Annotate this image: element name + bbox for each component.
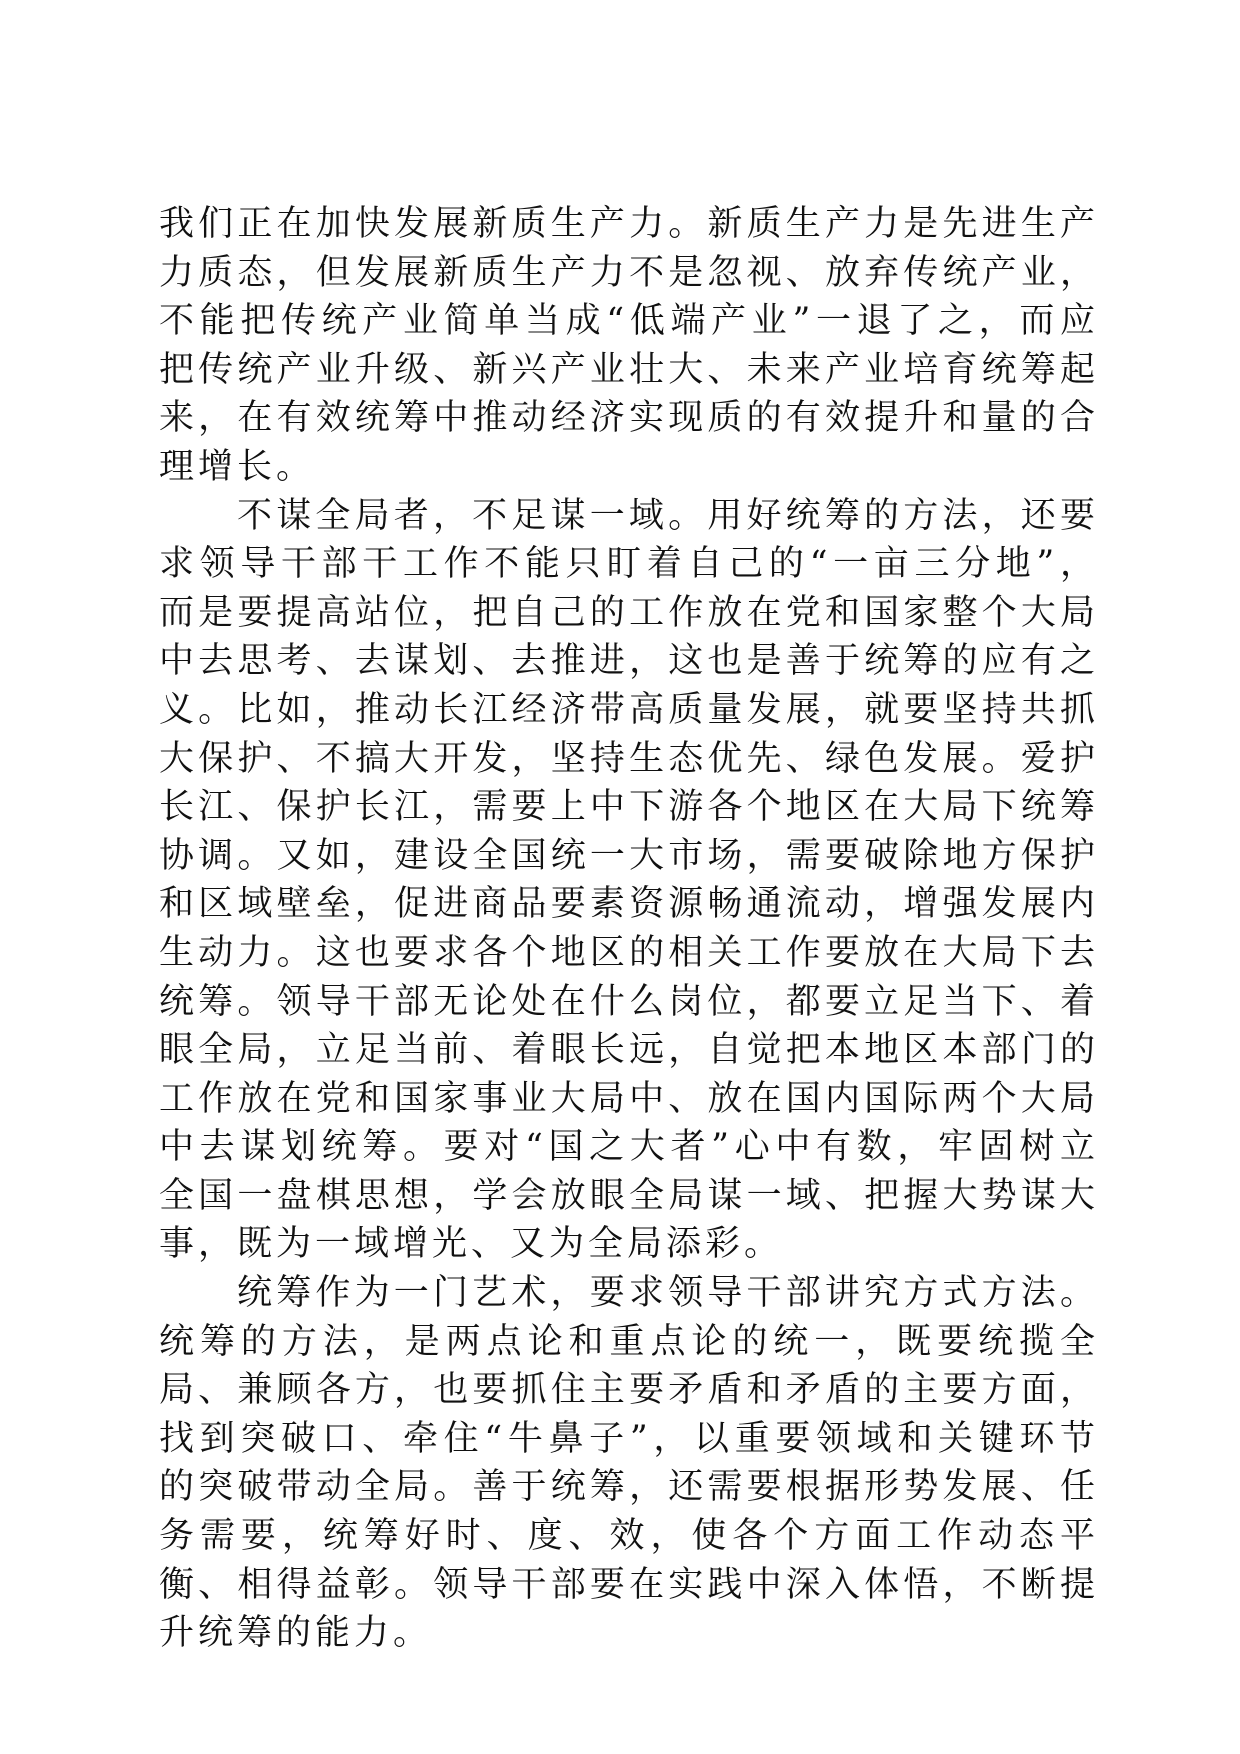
paragraph-3: 统筹作为一门艺术，要求领导干部讲究方式方法。统筹的方法，是两点论和重点论的统一，既要统揽全局、兼顾各方，也要抓住主要矛盾和矛盾的主要方面，找到突破口、牵住“牛鼻子”，以重要领域和关键环节的突破带动全局。善于统筹，还需要根据形势发展、任务需要，统筹好时、度、效，使各个方面工作动态平衡、相得益彰。领导干部要在实践中深入体悟，不断提升统筹的能力。 <box>159 1273 1099 1654</box>
paragraph-2: 不谋全局者，不足谋一域。用好统筹的方法，还要求领导干部干工作不能只盯着自己的“一亩三分地”，而是要提高站位，把自己的工作放在党和国家整个大局中去思考、去谋划、去推进，这也是善于统筹的应有之义。比如，推动长江经济带高质量发展，就要坚持共抓大保护、不搞大开发，坚持生态优先、绿色发展。爱护长江、保护长江，需要上中下游各个地区在大局下统筹协调。又如，建设全国统一大市场，需要破除地方保护和区域壁垒，促进商品要素资源畅通流动，增强发展内生动力。这也要求各个地区的相关工作要放在大局下去统筹。领导干部无论处在什么岗位，都要立足当下、着眼全局，立足当前、着眼长远，自觉把本地区本部门的工作放在党和国家事业大局中、放在国内国际两个大局中去谋划统筹。要对“国之大者”心中有数，牢固树立全国一盘棋思想，学会放眼全局谋一域、把握大势谋大事，既为一域增光、又为全局添彩。 <box>159 495 1099 1265</box>
document-body <box>159 200 1099 1658</box>
paragraph-1: 我们正在加快发展新质生产力。新质生产力是先进生产力质态，但发展新质生产力不是忽视、放弃传统产业，不能把传统产业简单当成“低端产业”一退了之，而应把传统产业升级、新兴产业壮大、未来产业培育统筹起来，在有效统筹中推动经济实现质的有效提升和量的合理增长。 <box>159 204 1099 487</box>
